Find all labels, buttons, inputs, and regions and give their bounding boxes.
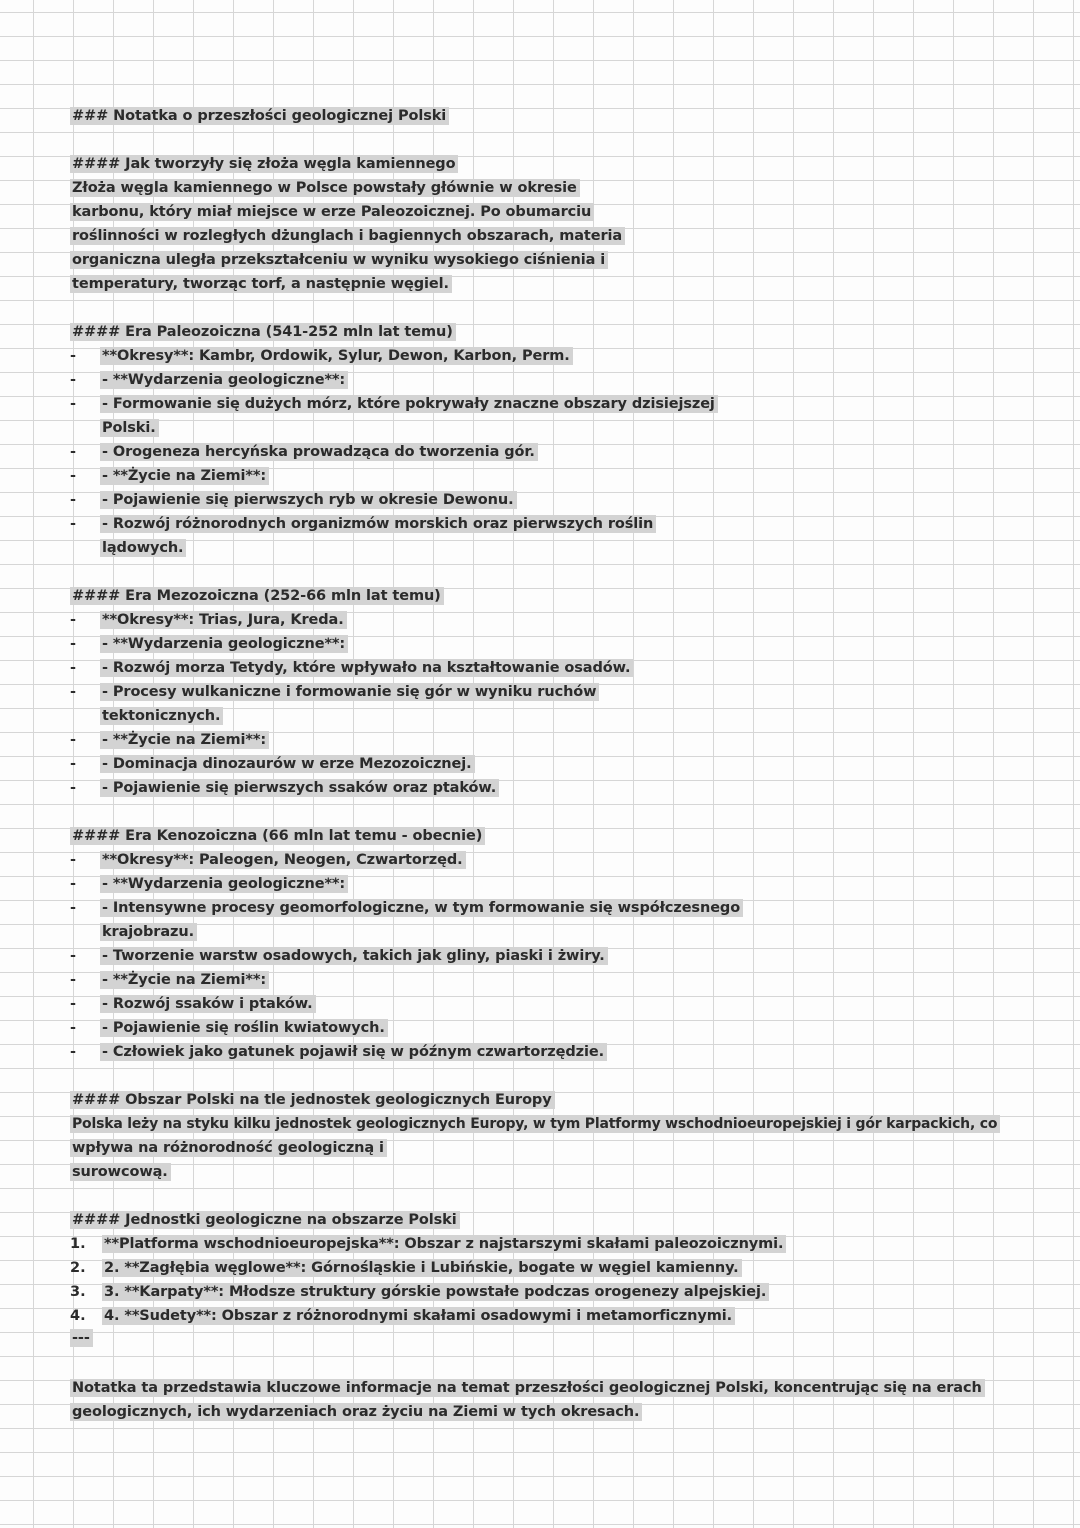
- list-item-continuation: krajobrazu.: [100, 920, 197, 944]
- paragraph-line: Złoża węgla kamiennego w Polsce powstały głównie w okresie: [70, 176, 580, 200]
- numbered-item: 3. **Karpaty**: Młodsze struktury górskie powstałe podczas orogenezy alpejskiej.: [102, 1280, 769, 1304]
- list-item: **Okresy**: Kambr, Ordowik, Sylur, Dewon, Karbon, Perm.: [100, 344, 573, 368]
- numbered-item: 4. **Sudety**: Obszar z różnorodnymi skałami osadowymi i metamorficznymi.: [102, 1304, 735, 1328]
- bullet-dash: -: [70, 972, 77, 988]
- paragraph-line: roślinności w rozległych dżunglach i bagiennych obszarach, materia: [70, 224, 625, 248]
- list-item-continuation: lądowych.: [100, 536, 186, 560]
- numbered-item: **Platforma wschodnioeuropejska**: Obszar z najstarszymi skałami paleozoicznymi.: [102, 1232, 786, 1256]
- list-item: - Pojawienie się pierwszych ssaków oraz ptaków.: [100, 776, 499, 800]
- section-heading-area: #### Obszar Polski na tle jednostek geologicznych Europy: [70, 1088, 555, 1112]
- list-item: - Pojawienie się pierwszych ryb w okresie Dewonu.: [100, 488, 517, 512]
- list-item: - Rozwój różnorodnych organizmów morskich oraz pierwszych roślin: [100, 512, 656, 536]
- paragraph-line: wpływa na różnorodność geologiczną i: [70, 1136, 387, 1160]
- list-item: - Człowiek jako gatunek pojawił się w późnym czwartorzędzie.: [100, 1040, 607, 1064]
- list-item: **Okresy**: Paleogen, Neogen, Czwartorzęd.: [100, 848, 466, 872]
- list-item: - **Życie na Ziemi**:: [100, 464, 269, 488]
- list-item: - **Życie na Ziemi**:: [100, 968, 269, 992]
- bullet-dash: -: [70, 492, 77, 508]
- list-number: 1.: [70, 1236, 86, 1252]
- paragraph-line: organiczna uległa przekształceniu w wyniku wysokiego ciśnienia i: [70, 248, 608, 272]
- bullet-dash: -: [70, 684, 77, 700]
- list-item: - **Życie na Ziemi**:: [100, 728, 269, 752]
- list-item: - Dominacja dinozaurów w erze Mezozoicznej.: [100, 752, 475, 776]
- list-number: 4.: [70, 1308, 86, 1324]
- paragraph-line: temperatury, tworząc torf, a następnie węgiel.: [70, 272, 452, 296]
- list-item: - **Wydarzenia geologiczne**:: [100, 632, 348, 656]
- list-item: - **Wydarzenia geologiczne**:: [100, 368, 348, 392]
- list-item-continuation: Polski.: [100, 416, 159, 440]
- bullet-dash: -: [70, 516, 77, 532]
- section-heading-coal: #### Jak tworzyły się złoża węgla kamiennego: [70, 152, 458, 176]
- bullet-dash: -: [70, 732, 77, 748]
- bullet-dash: -: [70, 444, 77, 460]
- list-item: - Formowanie się dużych mórz, które pokrywały znaczne obszary dzisiejszej: [100, 392, 718, 416]
- list-item: - Pojawienie się roślin kwiatowych.: [100, 1016, 388, 1040]
- list-item: - Rozwój morza Tetydy, które wpływało na kształtowanie osadów.: [100, 656, 633, 680]
- list-item: - Intensywne procesy geomorfologiczne, w tym formowanie się współczesnego: [100, 896, 743, 920]
- separator: ---: [70, 1326, 93, 1350]
- section-heading-cenozoic: #### Era Kenozoiczna (66 mln lat temu - obecnie): [70, 824, 485, 848]
- bullet-dash: -: [70, 612, 77, 628]
- list-item: - Tworzenie warstw osadowych, takich jak gliny, piaski i żwiry.: [100, 944, 608, 968]
- bullet-dash: -: [70, 636, 77, 652]
- summary-line: Notatka ta przedstawia kluczowe informacje na temat przeszłości geologicznej Polski, koncentrując się na erach: [70, 1376, 985, 1400]
- list-number: 3.: [70, 1284, 86, 1300]
- bullet-dash: -: [70, 396, 77, 412]
- list-item: - **Wydarzenia geologiczne**:: [100, 872, 348, 896]
- bullet-dash: -: [70, 900, 77, 916]
- numbered-item: 2. **Zagłębia węglowe**: Górnośląskie i Lubińskie, bogate w węgiel kamienny.: [102, 1256, 742, 1280]
- list-item: - Orogeneza hercyńska prowadząca do tworzenia gór.: [100, 440, 538, 464]
- bullet-dash: -: [70, 660, 77, 676]
- bullet-dash: -: [70, 996, 77, 1012]
- bullet-dash: -: [70, 948, 77, 964]
- list-item: - Rozwój ssaków i ptaków.: [100, 992, 316, 1016]
- bullet-dash: -: [70, 1020, 77, 1036]
- paragraph-line: Polska leży na styku kilku jednostek geologicznych Europy, w tym Platformy wschodnioeuropejskiej i gór karpackich, co: [70, 1112, 1000, 1136]
- list-item: **Okresy**: Trias, Jura, Kreda.: [100, 608, 347, 632]
- bullet-dash: -: [70, 756, 77, 772]
- list-item: - Procesy wulkaniczne i formowanie się gór w wyniku ruchów: [100, 680, 599, 704]
- section-heading-units: #### Jednostki geologiczne na obszarze Polski: [70, 1208, 460, 1232]
- section-heading-paleozoic: #### Era Paleozoiczna (541-252 mln lat temu): [70, 320, 456, 344]
- bullet-dash: -: [70, 348, 77, 364]
- summary-line: geologicznych, ich wydarzeniach oraz życiu na Ziemi w tych okresach.: [70, 1400, 642, 1424]
- page-title: ### Notatka o przeszłości geologicznej Polski: [70, 104, 449, 128]
- bullet-dash: -: [70, 876, 77, 892]
- list-item-continuation: tektonicznych.: [100, 704, 223, 728]
- bullet-dash: -: [70, 372, 77, 388]
- paragraph-line: karbonu, który miał miejsce w erze Paleozoicznej. Po obumarciu: [70, 200, 594, 224]
- bullet-dash: -: [70, 468, 77, 484]
- bullet-dash: -: [70, 780, 77, 796]
- paragraph-line: surowcową.: [70, 1160, 171, 1184]
- bullet-dash: -: [70, 852, 77, 868]
- section-heading-mesozoic: #### Era Mezozoiczna (252-66 mln lat temu): [70, 584, 444, 608]
- list-number: 2.: [70, 1260, 86, 1276]
- bullet-dash: -: [70, 1044, 77, 1060]
